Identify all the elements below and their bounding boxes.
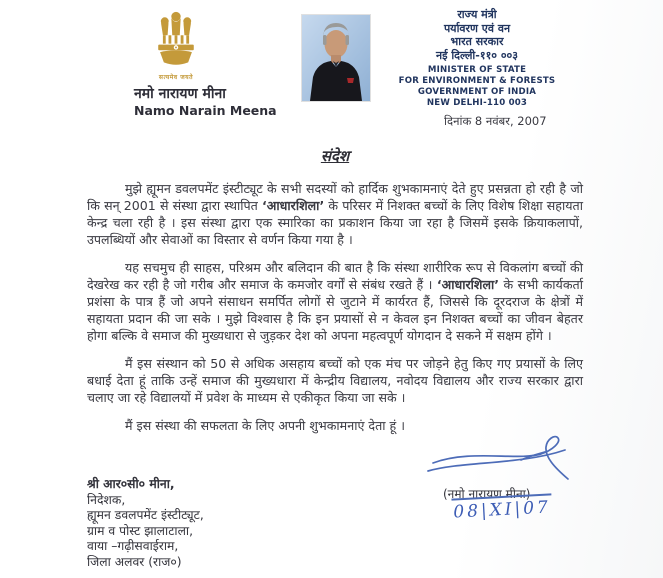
paragraph-1-text-cont: के परिसर में निशक्त बच्चों के लिए विशेष शिक्षा सहायता केन्द्र चला रही है । इस संस्था द्वारा एक स्मारिका का प्रकाशन किया जा रहा है जिसमें इसके क्रियाकलापों, उपलब्धियों और सेवाओं का विस्तार से वर्णन किया गया है ।	[87, 198, 584, 247]
paragraph-2-text: यह सचमुच ही साहस, परिश्रम और बलिदान की बात है कि संस्था शारीरिक रूप से विकलांग बच्चों की देखरेख कर रही है जो गरीब और समाज के कमजोर वर्गों से संबंध रखते हैं ।	[87, 260, 583, 292]
paragraph-1-bold-term: ‘आधारशिला’	[262, 198, 325, 213]
paragraph-3: मैं इस संस्थान को 50 से अधिक असहाय बच्चों को एक मंच पर जोड़ने हेतु किए गए प्रयासों के लिए बधाई देता हूं ताकि उन्हें समाज की मुख्यधारा में केन्द्रीय विद्यालय, नवोदय विद्यालय और राज्य सरकार द्वारा चलाए जा रहे विद्यालयों में प्रवेश के माध्यम से एकीकृत किया जा सके ।	[87, 356, 583, 405]
emblem-motto: सत्यमेव जयते	[158, 74, 194, 81]
address-block	[87, 477, 204, 570]
office-title-hindi-3: भारत सरकार	[450, 35, 504, 48]
paragraph-2-bold-term: ‘आधारशिला’	[436, 277, 500, 292]
letter-title: संदेश	[320, 147, 350, 165]
minister-name-english: Namo Narain Meena	[134, 103, 277, 119]
national-emblem	[148, 10, 204, 81]
letter-date: दिनांक 8 नवंबर, 2007	[444, 114, 547, 128]
handwritten-date: 08|XI|07	[451, 493, 552, 522]
address-line-5: वाया –गढ़ीसवाईराम,	[87, 539, 179, 553]
paragraph-1	[87, 180, 583, 248]
address-line-4: ग्राम व पोस्ट झालाटाला,	[87, 523, 194, 538]
office-title-hindi-2: पर्यावरण एवं वन	[443, 21, 511, 35]
minister-portrait-photo	[301, 14, 371, 102]
office-title-english-3: GOVERNMENT OF INDIA	[417, 87, 537, 97]
paragraph-2-text-cont: के सभी कार्यकर्ता प्रशंसा के पात्र हैं जो अपने संसाधन समर्पित लोगों से जुटाने में कार्यरत हैं, जिससे कि दूरदराज के क्षेत्रों में सहायता प्रदान की जा सके । मुझे विश्वास है कि इन प्रयासों से न केवल इन निशक्त बच्चों का जीवन बेहतर होगा बल्कि वे समाज की मुख्यधारा से जुड़कर देश को अपना महत्वपूर्ण योगदान दे सकने में सक्षम होंगे ।	[87, 277, 583, 343]
office-title-hindi-1: राज्य मंत्री	[457, 8, 497, 21]
address-line-3: ह्यूमन डवलपमेंट इंस्टीट्यूट,	[87, 508, 204, 522]
office-title-english-1: MINISTER OF STATE	[427, 65, 527, 75]
office-title-english-4: NEW DELHI-110 003	[426, 98, 528, 108]
paragraph-1-text: मुझे ह्यूमन डवलपमेंट इंस्टीट्यूट के सभी सदस्यों को हार्दिक शुभकामनाएं देते हुए प्रसन्नता हो रही है जो कि सन् 2001 से संस्था द्वारा स्थापित	[87, 181, 583, 213]
minister-name-block	[134, 86, 277, 118]
address-line-6: जिला अलवर (राज०)	[87, 554, 182, 569]
address-line-1: श्री आर०सी० मीना,	[87, 477, 175, 491]
ashoka-lion-capital-icon	[153, 53, 199, 72]
letter-body	[87, 146, 583, 445]
address-line-2: निदेशक,	[87, 492, 126, 507]
paragraph-4: मैं इस संस्था की सफलता के लिए अपनी शुभकामनाएं देता हूं ।	[125, 418, 406, 433]
signatory-name: (नमो नारायण मीना)	[443, 487, 531, 501]
handwritten-signature	[425, 433, 575, 488]
paragraph-2	[87, 259, 583, 344]
office-title-english-2: FOR ENVIRONMENT & FORESTS	[398, 76, 556, 86]
office-title-hindi-4: नई दिल्ली-११० ००३	[435, 48, 518, 62]
minister-name-hindi: नमो नारायण मीना	[134, 86, 226, 102]
office-block	[396, 8, 558, 109]
